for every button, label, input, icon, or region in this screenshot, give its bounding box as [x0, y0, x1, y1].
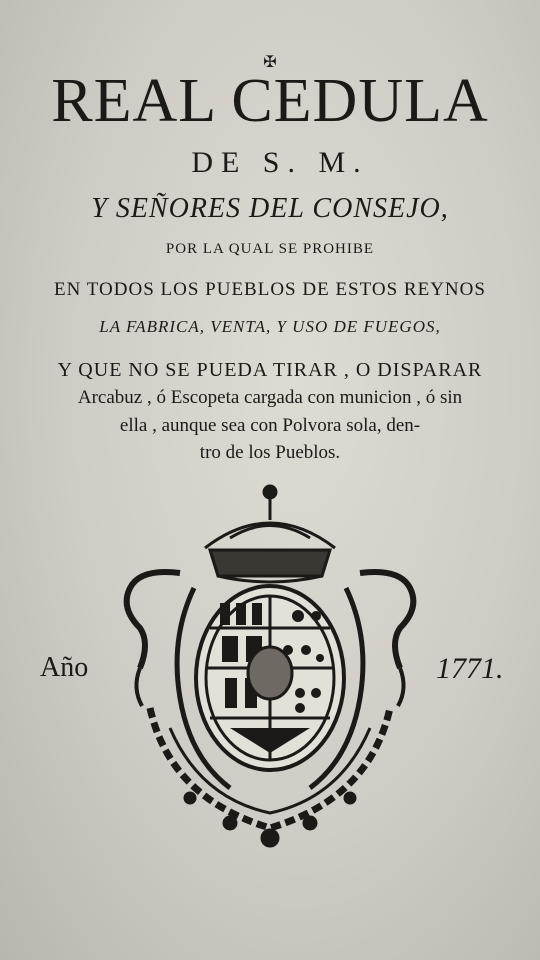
text-kingdoms: EN TODOS LOS PUEBLOS DE ESTOS REYNOS: [54, 279, 486, 300]
subtitle-prohibition: POR LA QUAL SE PROHIBE: [165, 241, 375, 257]
subtitle-issuer: DE S. M.: [191, 146, 369, 179]
text-fireworks: LA FABRICA, VENTA, Y USO DE FUEGOS,: [99, 317, 441, 336]
text-firing: Y QUE NO SE PUEDA TIRAR , O DISPARAR: [57, 359, 483, 381]
maltese-cross-icon: ✠: [263, 54, 277, 71]
text-towns: tro de los Pueblos.: [199, 442, 341, 463]
document-title: REAL CEDULA: [51, 67, 489, 135]
text-powder: ella , aunque sea con Polvora sola, den-: [119, 415, 421, 436]
subtitle-council: Y SEÑORES DEL CONSEJO,: [91, 193, 449, 224]
text-weapons: Arcabuz , ó Escopeta cargada con municion , ó sin: [77, 387, 463, 408]
year-label: Año: [40, 652, 89, 683]
year-value: 1771.: [436, 652, 504, 685]
royal-coat-of-arms-icon: [110, 478, 430, 858]
